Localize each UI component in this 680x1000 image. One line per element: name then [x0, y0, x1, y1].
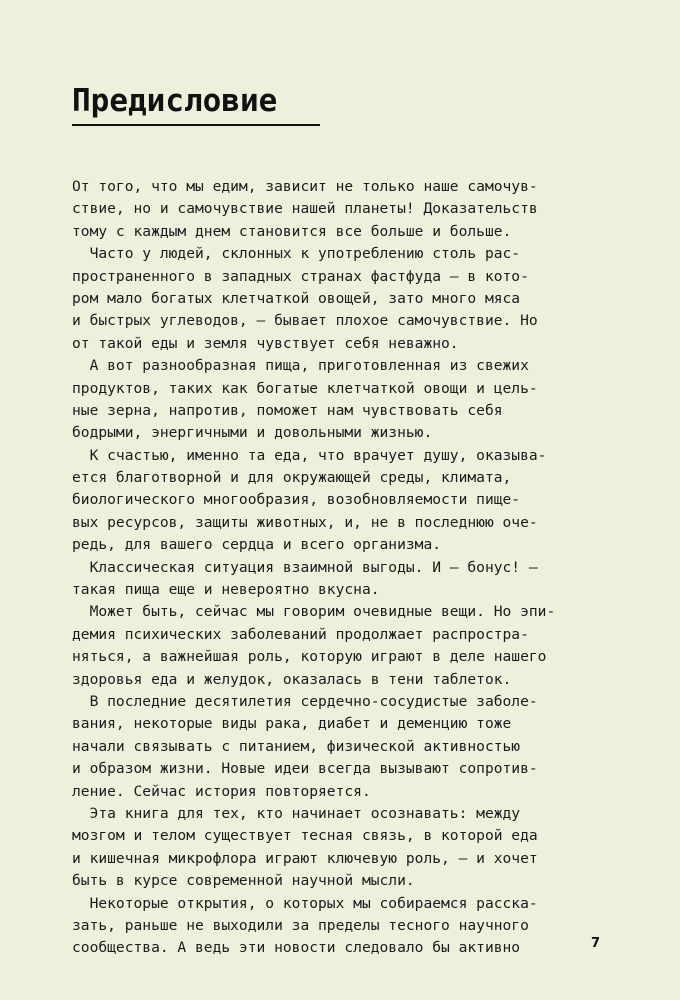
text-line: Классическая ситуация взаимной выгоды. И — бонус! —: [72, 558, 538, 576]
text-line: и образом жизни. Новые идеи всегда вызывают сопротив-: [72, 760, 538, 778]
text-line: Часто у людей, склонных к употреблению столь рас-: [72, 245, 521, 263]
body-text: [72, 176, 612, 960]
text-line: биологического многообразия, возобновляемости пище-: [72, 491, 521, 509]
text-line: К счастью, именно та еда, что врачует душу, оказыва-: [72, 446, 547, 464]
page-number: 7: [590, 936, 600, 951]
heading-underline: [72, 124, 320, 126]
text-line: А вот разнообразная пища, приготовленная из свежих: [72, 357, 529, 375]
text-line: От того, что мы едим, зависит не только наше самочув-: [72, 178, 538, 195]
text-line: и кишечная микрофлора играют ключевую роль, — и хочет: [72, 849, 538, 867]
text-line: Некоторые открытия, о которых мы собираемся расска-: [72, 894, 538, 912]
text-line: продуктов, таких как богатые клетчаткой овощи и цель-: [72, 379, 538, 397]
text-line: быть в курсе современной научной мысли.: [72, 872, 415, 890]
text-line: тому с каждым днем становится все больше и больше.: [72, 222, 512, 240]
text-line: ется благотворной и для окружающей среды, климата,: [72, 469, 512, 487]
text-line: няться, а важнейшая роль, которую играют в деле нашего: [72, 648, 547, 666]
text-line: ные зерна, напротив, поможет нам чувствовать себя: [72, 401, 503, 419]
text-line: бодрыми, энергичными и довольными жизнью.: [72, 424, 433, 442]
text-line: здоровья еда и желудок, оказалась в тени таблеток.: [72, 670, 512, 688]
text-line: вания, некоторые виды рака, диабет и деменцию тоже: [72, 715, 512, 733]
text-line: ствие, но и самочувствие нашей планеты! Доказательств: [72, 200, 538, 218]
text-line: пространенного в западных странах фастфуда — в кото-: [72, 267, 529, 285]
text-line: ром мало богатых клетчаткой овощей, зато много мяса: [72, 289, 521, 307]
text-line: начали связывать с питанием, физической активностью: [72, 737, 521, 755]
text-line: от такой еды и земля чувствует себя неважно.: [72, 334, 459, 352]
text-line: мозгом и телом существует тесная связь, в которой еда: [72, 827, 538, 845]
text-line: вых ресурсов, защиты животных, и, не в последнюю оче-: [72, 513, 538, 531]
text-line: сообщества. А ведь эти новости следовало бы активно: [72, 939, 521, 957]
chapter-heading: Предисловие: [72, 83, 278, 119]
text-line: ление. Сейчас история повторяется.: [72, 782, 371, 800]
text-line: демия психических заболеваний продолжает распростра-: [72, 625, 529, 643]
text-line: такая пища еще и невероятно вкусна.: [72, 581, 380, 599]
text-line: Может быть, сейчас мы говорим очевидные вещи. Но эпи-: [72, 603, 556, 621]
text-line: В последние десятилетия сердечно-сосудистые заболе-: [72, 692, 538, 710]
text-line: и быстрых углеводов, — бывает плохое самочувствие. Но: [72, 312, 538, 330]
text-line: зать, раньше не выходили за пределы тесного научного: [72, 916, 529, 934]
text-line: Эта книга для тех, кто начинает осознавать: между: [72, 804, 521, 822]
text-line: редь, для вашего сердца и всего организма.: [72, 536, 442, 554]
